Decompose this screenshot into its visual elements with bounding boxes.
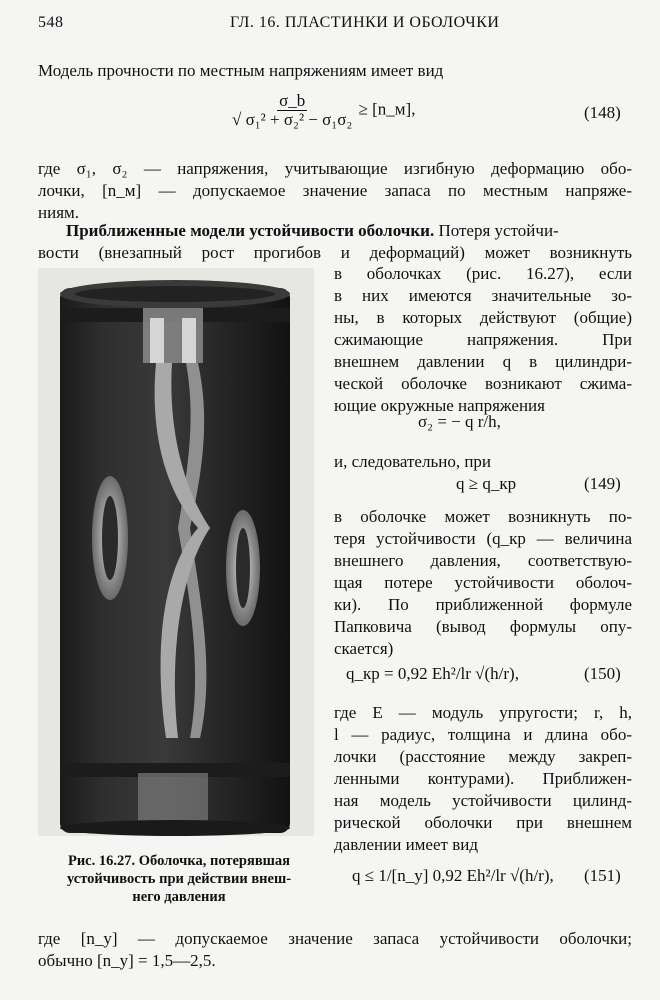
running-title: ГЛ. 16. ПЛАСТИНКИ И ОБОЛОЧКИ	[230, 14, 500, 31]
right-col-1-line-4: сжимающие напряжения. При	[334, 330, 632, 349]
eq149-number: (149)	[584, 474, 621, 493]
right-col-1-line-7: ющие окружные напряжения	[334, 396, 545, 415]
section-second-line: вости (внезапный рост прогибов и деформаций) может возникнуть	[38, 243, 632, 262]
right-col-3-line-5: ная модель устойчивости цилинд-	[334, 791, 632, 810]
final-line-2: обычно [n_у] = 1,5—2,5.	[38, 951, 216, 970]
right-col-3-line-7: давлении имеет вид	[334, 835, 478, 854]
para-line-1: где σ₁, σ₂ — напряжения, учитывающие изгибную деформацию обо-	[38, 159, 632, 178]
final-line-1: где [n_у] — допускаемое значение запаса устойчивости оболочки;	[38, 929, 632, 948]
right-col-3-line-2: l — радиус, толщина и длина обо-	[334, 725, 632, 744]
right-col-2-line-5: ки). По приближенной формуле	[334, 595, 632, 614]
intro-line: Модель прочности по местным напряжениям имеет вид	[38, 61, 444, 80]
right-col-1-line-6: ческой оболочке возникают сжима-	[334, 374, 632, 393]
right-col-3-line-6: рической оболочки при внешнем	[334, 813, 632, 832]
right-col-2-line-2: теря устойчивости (q_кр — величина	[334, 529, 632, 548]
text-then: и, следовательно, при	[334, 452, 492, 471]
figure-photo	[38, 268, 314, 836]
section-first-line	[66, 220, 559, 243]
right-col-3-line-3: лочки (расстояние между закреп-	[334, 747, 632, 766]
caption-line-2: устойчивость при действии внеш-	[66, 871, 292, 887]
right-col-1-line-3: ны, в которых действуют (общие)	[334, 308, 632, 327]
section-title: Приближенные модели устойчивости оболочки.	[66, 221, 435, 240]
collapsed-shell-image	[38, 268, 314, 836]
right-col-2-line-7: скается)	[334, 639, 394, 658]
right-col-2-line-6: Папковича (вывод формулы опу-	[334, 617, 632, 636]
eq151-number: (151)	[584, 866, 621, 885]
caption-line-1: Рис. 16.27. Оболочка, потерявшая	[67, 853, 291, 869]
eq148-denominator: √ σ₁² + σ₂² − σ₁σ₂	[232, 110, 353, 129]
para-line-2: лочки, [n_м] — допускаемое значение запаса по местным напряже-	[38, 181, 632, 200]
caption-line-3: него давления	[132, 889, 226, 905]
para-line-3: ниям.	[38, 203, 80, 222]
section-title-rest: Потеря устойчи-	[438, 221, 559, 240]
eq150-number: (150)	[584, 664, 621, 683]
eq148-rhs: ≥ [n_м],	[358, 99, 416, 119]
page-number: 548	[38, 14, 64, 31]
figure-caption	[48, 852, 310, 906]
right-col-1-line-1: в оболочках (рис. 16.27), если	[334, 264, 632, 283]
right-col-3-line-4: ленными контурами). Приближен-	[334, 769, 632, 788]
equation-151: q ≤ 1/[n_у] 0,92 Eh²/lr √(h/r),	[352, 866, 554, 885]
eq148-number: (148)	[584, 103, 621, 122]
right-col-3-line-1: где E — модуль упругости; r, h,	[334, 703, 632, 722]
right-col-1-line-2: в них имеются значительные зо-	[334, 286, 632, 305]
right-col-1-line-5: внешнем давлении q в цилиндри-	[334, 352, 632, 371]
equation-sigma2: σ₂ = − q r/h,	[418, 412, 501, 431]
equation-149: q ≥ q_кр	[456, 474, 517, 493]
equation-148	[230, 92, 415, 129]
right-col-2-line-3: внешнего давления, соответствую-	[334, 551, 632, 570]
right-col-2-line-1: в оболочке может возникнуть по-	[334, 507, 632, 526]
eq148-numerator: σ_b	[279, 91, 306, 110]
right-col-2-line-4: щая потере устойчивости оболоч-	[334, 573, 632, 592]
equation-150: q_кр = 0,92 Eh²/lr √(h/r),	[346, 664, 519, 683]
